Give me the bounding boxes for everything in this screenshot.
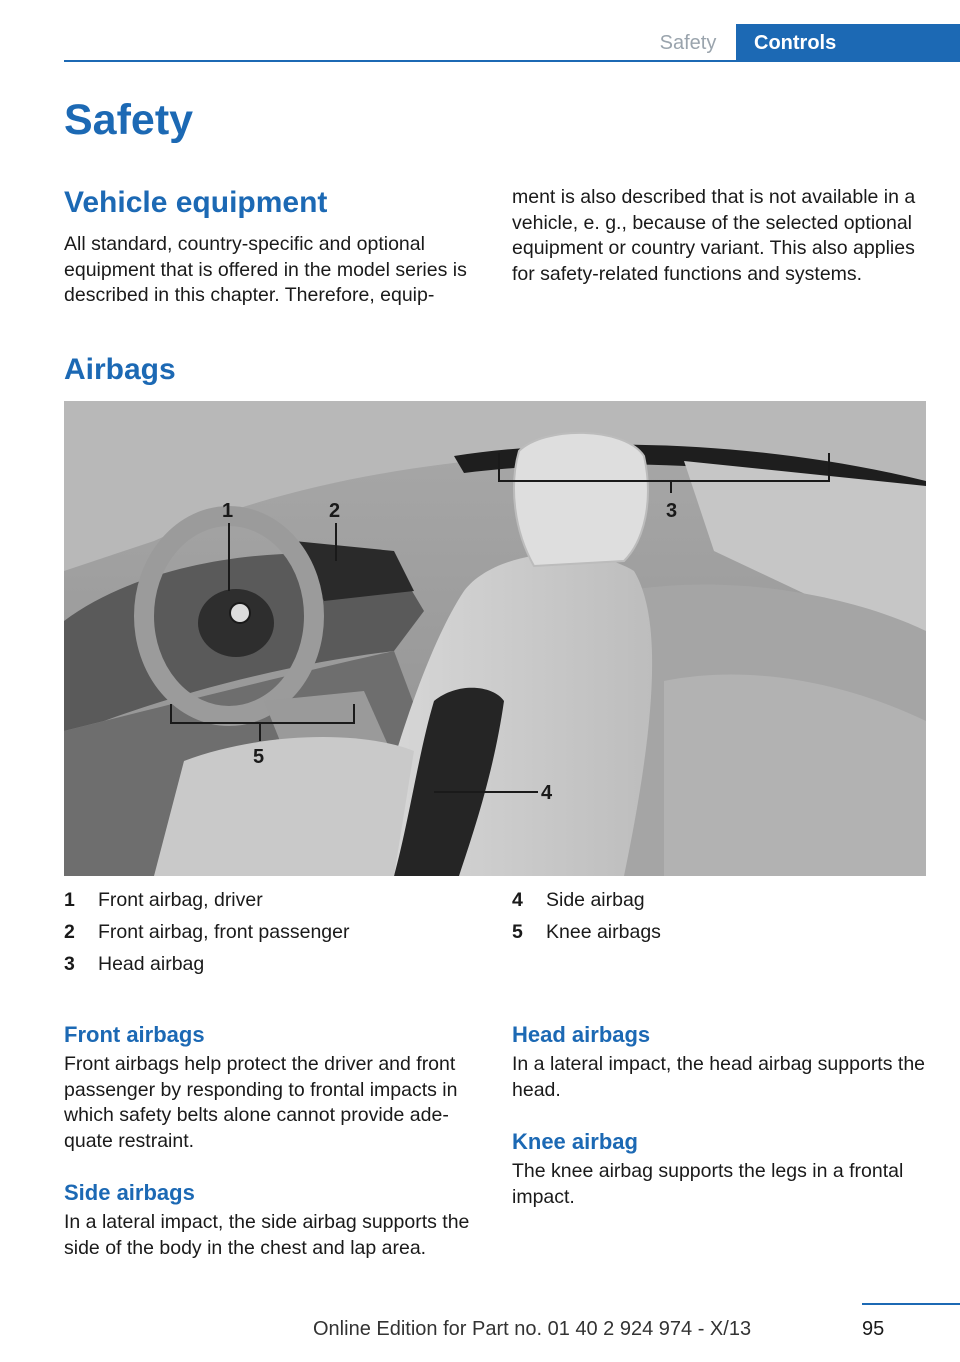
- airbag-legend-left: [64, 887, 478, 983]
- side-airbags-heading: Side airbags: [64, 1180, 195, 1205]
- vehicle-equipment-paragraph-right: ment is also described that is not available in a vehicle, e. g., because of the selected optional equipment or country variant. This also applies for safety-related functions and systems.: [512, 186, 916, 285]
- legend-number: 2: [64, 921, 75, 943]
- vehicle-equipment-text-right: [512, 185, 926, 287]
- legend-number: 4: [512, 889, 523, 911]
- car-interior-drawing: [64, 401, 926, 876]
- legend-item: [64, 919, 478, 951]
- chapter-title: Safety: [64, 96, 194, 144]
- callout-1: 1: [222, 500, 234, 522]
- legend-number: 1: [64, 889, 75, 911]
- vehicle-equipment-paragraph-left: All standard, country-specific and optional equipment that is offered in the model series is described in this chapter. Therefore, equip-: [64, 233, 467, 306]
- front-airbags-text: Front airbags help protect the driver and front passenger by responding to frontal impacts in which safety belts alone cannot provide ade-quate restraint.: [64, 1053, 458, 1152]
- vehicle-equipment-heading: Vehicle equipment: [64, 186, 328, 219]
- footer-rule: [862, 1303, 960, 1305]
- airbags-heading: Airbags: [64, 353, 176, 386]
- legend-item: [512, 887, 926, 919]
- knee-airbag-section: [512, 1129, 926, 1210]
- head-airbags-text: In a lateral impact, the head airbag supports the head.: [512, 1053, 926, 1101]
- callout-5: 5: [253, 746, 265, 768]
- page-number: 95: [862, 1318, 885, 1340]
- knee-airbag-heading: Knee airbag: [512, 1129, 638, 1154]
- legend-text: Knee airbags: [546, 921, 661, 943]
- head-airbags-heading: Head airbags: [512, 1022, 651, 1047]
- legend-item: [64, 887, 478, 919]
- legend-text: Front airbag, driver: [98, 889, 263, 911]
- legend-number: 5: [512, 921, 523, 943]
- legend-item: [64, 951, 478, 983]
- header-chapter-tab: Controls: [736, 24, 960, 62]
- legend-text: Side airbag: [546, 889, 645, 911]
- callout-4: 4: [541, 782, 553, 804]
- knee-airbag-text: The knee airbag supports the legs in a frontal impact.: [512, 1160, 904, 1208]
- airbag-locations-illustration: [64, 401, 926, 876]
- front-airbags-heading: Front airbags: [64, 1022, 205, 1047]
- legend-text: Front airbag, front passenger: [98, 921, 350, 943]
- edition-note: Online Edition for Part no. 01 40 2 924 974 - X/13: [313, 1318, 752, 1340]
- side-airbags-section: [64, 1180, 478, 1261]
- header-section-label: Safety: [659, 32, 717, 54]
- legend-number: 3: [64, 953, 75, 975]
- airbag-legend-right: [512, 887, 926, 951]
- legend-text: Head airbag: [98, 953, 205, 975]
- head-airbags-section: [512, 1022, 926, 1103]
- callout-2: 2: [329, 500, 341, 522]
- front-airbags-section: [64, 1022, 478, 1154]
- vehicle-equipment-text-left: [64, 232, 478, 309]
- callout-3: 3: [666, 500, 678, 522]
- legend-item: [512, 919, 926, 951]
- side-airbags-text: In a lateral impact, the side airbag supports the side of the body in the chest and lap area.: [64, 1211, 470, 1259]
